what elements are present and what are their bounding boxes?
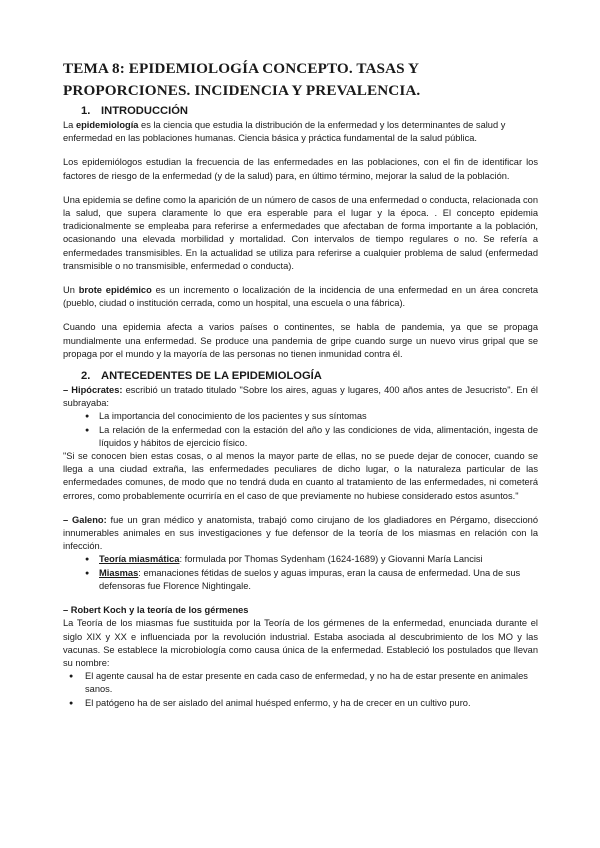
subheading-robert-koch	[63, 604, 538, 617]
text-fragment: La	[63, 120, 76, 130]
text-fragment: : formulada por Thomas Sydenham (1624-1689) y Giovanni María Lancisi	[179, 554, 483, 565]
paragraph-pandemia: Cuando una epidemia afecta a varios países o continentes, se habla de pandemia, ya que se propaga mundialmente una enfermedad. Se produce una pandemia de gripe cuando surge un nuevo virus gripal que se propaga por el mundo y la mayoría de las personas no tienen inmunidad contra él.	[63, 322, 538, 359]
paragraph-koch: La Teoría de los miasmas fue sustituida por la Teoría de los gérmenes de la enfermedad, enunciada durante el siglo XIX y XX e influenciada por la revolución industrial. Estaba asociada al descubrimiento de los MO y las vacunas. Se establece la microbiología como causa única de la enfermedad. Estableció los postulados que llevan su nombre:	[63, 618, 538, 668]
list-item: ● El patógeno ha de ser aislado del animal huésped enfermo, y ha de crecer en un cultivo puro.	[63, 697, 538, 710]
paragraph-galeno	[63, 514, 538, 554]
section-title: INTRODUCCIÓN	[101, 105, 189, 117]
term-teoria-miasmatica: Teoría miasmática	[99, 554, 180, 565]
term-galeno: – Galeno:	[63, 514, 107, 525]
term-hipocrates: – Hipócrates:	[63, 385, 123, 396]
paragraph-hipocrates	[63, 384, 538, 410]
paragraph-epidemiologia-definition	[63, 119, 538, 145]
quote-hipocrates: "Si se conocen bien estas cosas, o al menos la mayor parte de ellas, no se puede dejar de conocer, cuando se llega a una ciudad extraña, las enfermedades peculiares de dicho lugar, o la naturaleza particular de las enfermedades comunes, de modo que no tendrá duda en cuanto al tratamiento de las enfermedades, ni cometerá errores, como probablemente ocurriría en el caso de que previamente no hubiese considerado estos asuntos."	[63, 451, 538, 501]
list-item	[63, 553, 538, 566]
list-item: ● El agente causal ha de estar presente en cada caso de enfermedad, y no ha de estar presente en animales sanos.	[63, 670, 538, 696]
document-page	[63, 58, 538, 710]
term-brote-epidemico: brote epidémico	[78, 285, 152, 296]
section-number: 1.	[81, 105, 91, 117]
text-fragment: Un	[63, 285, 79, 296]
list-hipocrates	[63, 410, 538, 450]
list-galeno	[63, 553, 538, 593]
text-fragment: fue un gran médico y anatomista, trabajó como cirujano de los gladiadores en Pérgamo, diseccionó innumerables animales en sus investigaciones y fue defensor de la teoría de los miasmas en relación con la infección.	[63, 514, 538, 552]
text-fragment: es un incremento o localización de la incidencia de una enfermedad en un área concreta (pueblo, ciudad o institución cerrada, como un hospital, una escuela o una fábrica).	[63, 285, 538, 309]
section-number: 2.	[81, 370, 91, 383]
term-epidemiologia: epidemiología	[75, 120, 139, 130]
document-title: TEMA 8: EPIDEMIOLOGÍA CONCEPTO. TASAS Y PROPORCIONES. INCIDENCIA Y PREVALENCIA.	[63, 60, 421, 99]
section-heading-introduccion	[81, 104, 538, 118]
text-fragment: : emanaciones fétidas de suelos y aguas impuras, eran la causa de enfermedad. Una de sus defensoras fue Florence Nightingale.	[99, 567, 521, 591]
list-item	[63, 567, 538, 593]
list-item: ● La importancia del conocimiento de los pacientes y sus síntomas	[63, 410, 538, 423]
term-miasmas: Miasmas	[99, 567, 139, 578]
text-fragment: es la ciencia que estudia la distribución de la enfermedad y los determinantes de salud y enfermedad en las poblaciones humanas. Ciencia básica y práctica fundamental de la salud pública.	[63, 120, 506, 144]
list-item: ● La relación de la enfermedad con la estación del año y las condiciones de vida, alimentación, ingesta de líquidos y hábitos de ejercicio físico.	[63, 424, 538, 450]
text-fragment: – Robert Koch y la teoría de los gérmenes	[63, 605, 249, 616]
list-koch-postulados	[63, 670, 538, 710]
section-heading-antecedentes	[81, 369, 538, 383]
paragraph-epidemia: Una epidemia se define como la aparición de un número de casos de una enfermedad o conducta, relacionada con la salud, que supera claramente lo que era esperable para el lugar y la época. . El concepto epidemia tradicionalmente se empleaba para referirse a enfermedades que afectaban de forma importante a la población, ocasionando una elevada morbilidad y mortalidad. Con intervalos de tiempo regulares o no. Se refería a enfermedades transmisibles. En la actualidad se utiliza para referirse a cualquier problema de salud (enfermedad transmisible o no transmisible, enfermedad o conducta).	[63, 194, 538, 271]
paragraph-brote-epidemico	[63, 284, 538, 310]
paragraph-epidemiologos: Los epidemiólogos estudian la frecuencia de las enfermedades en las poblaciones, con el fin de identificar los factores de riesgo de la enfermedad (y de la salud) para, en último término, mejorar la salud de la población.	[63, 157, 538, 181]
section-title: ANTECEDENTES DE LA EPIDEMIOLOGÍA	[101, 370, 322, 383]
text-fragment: escribió un tratado titulado "Sobre los aires, aguas y lugares, 400 años antes de Jesucristo". En él subrayaba:	[63, 385, 538, 409]
